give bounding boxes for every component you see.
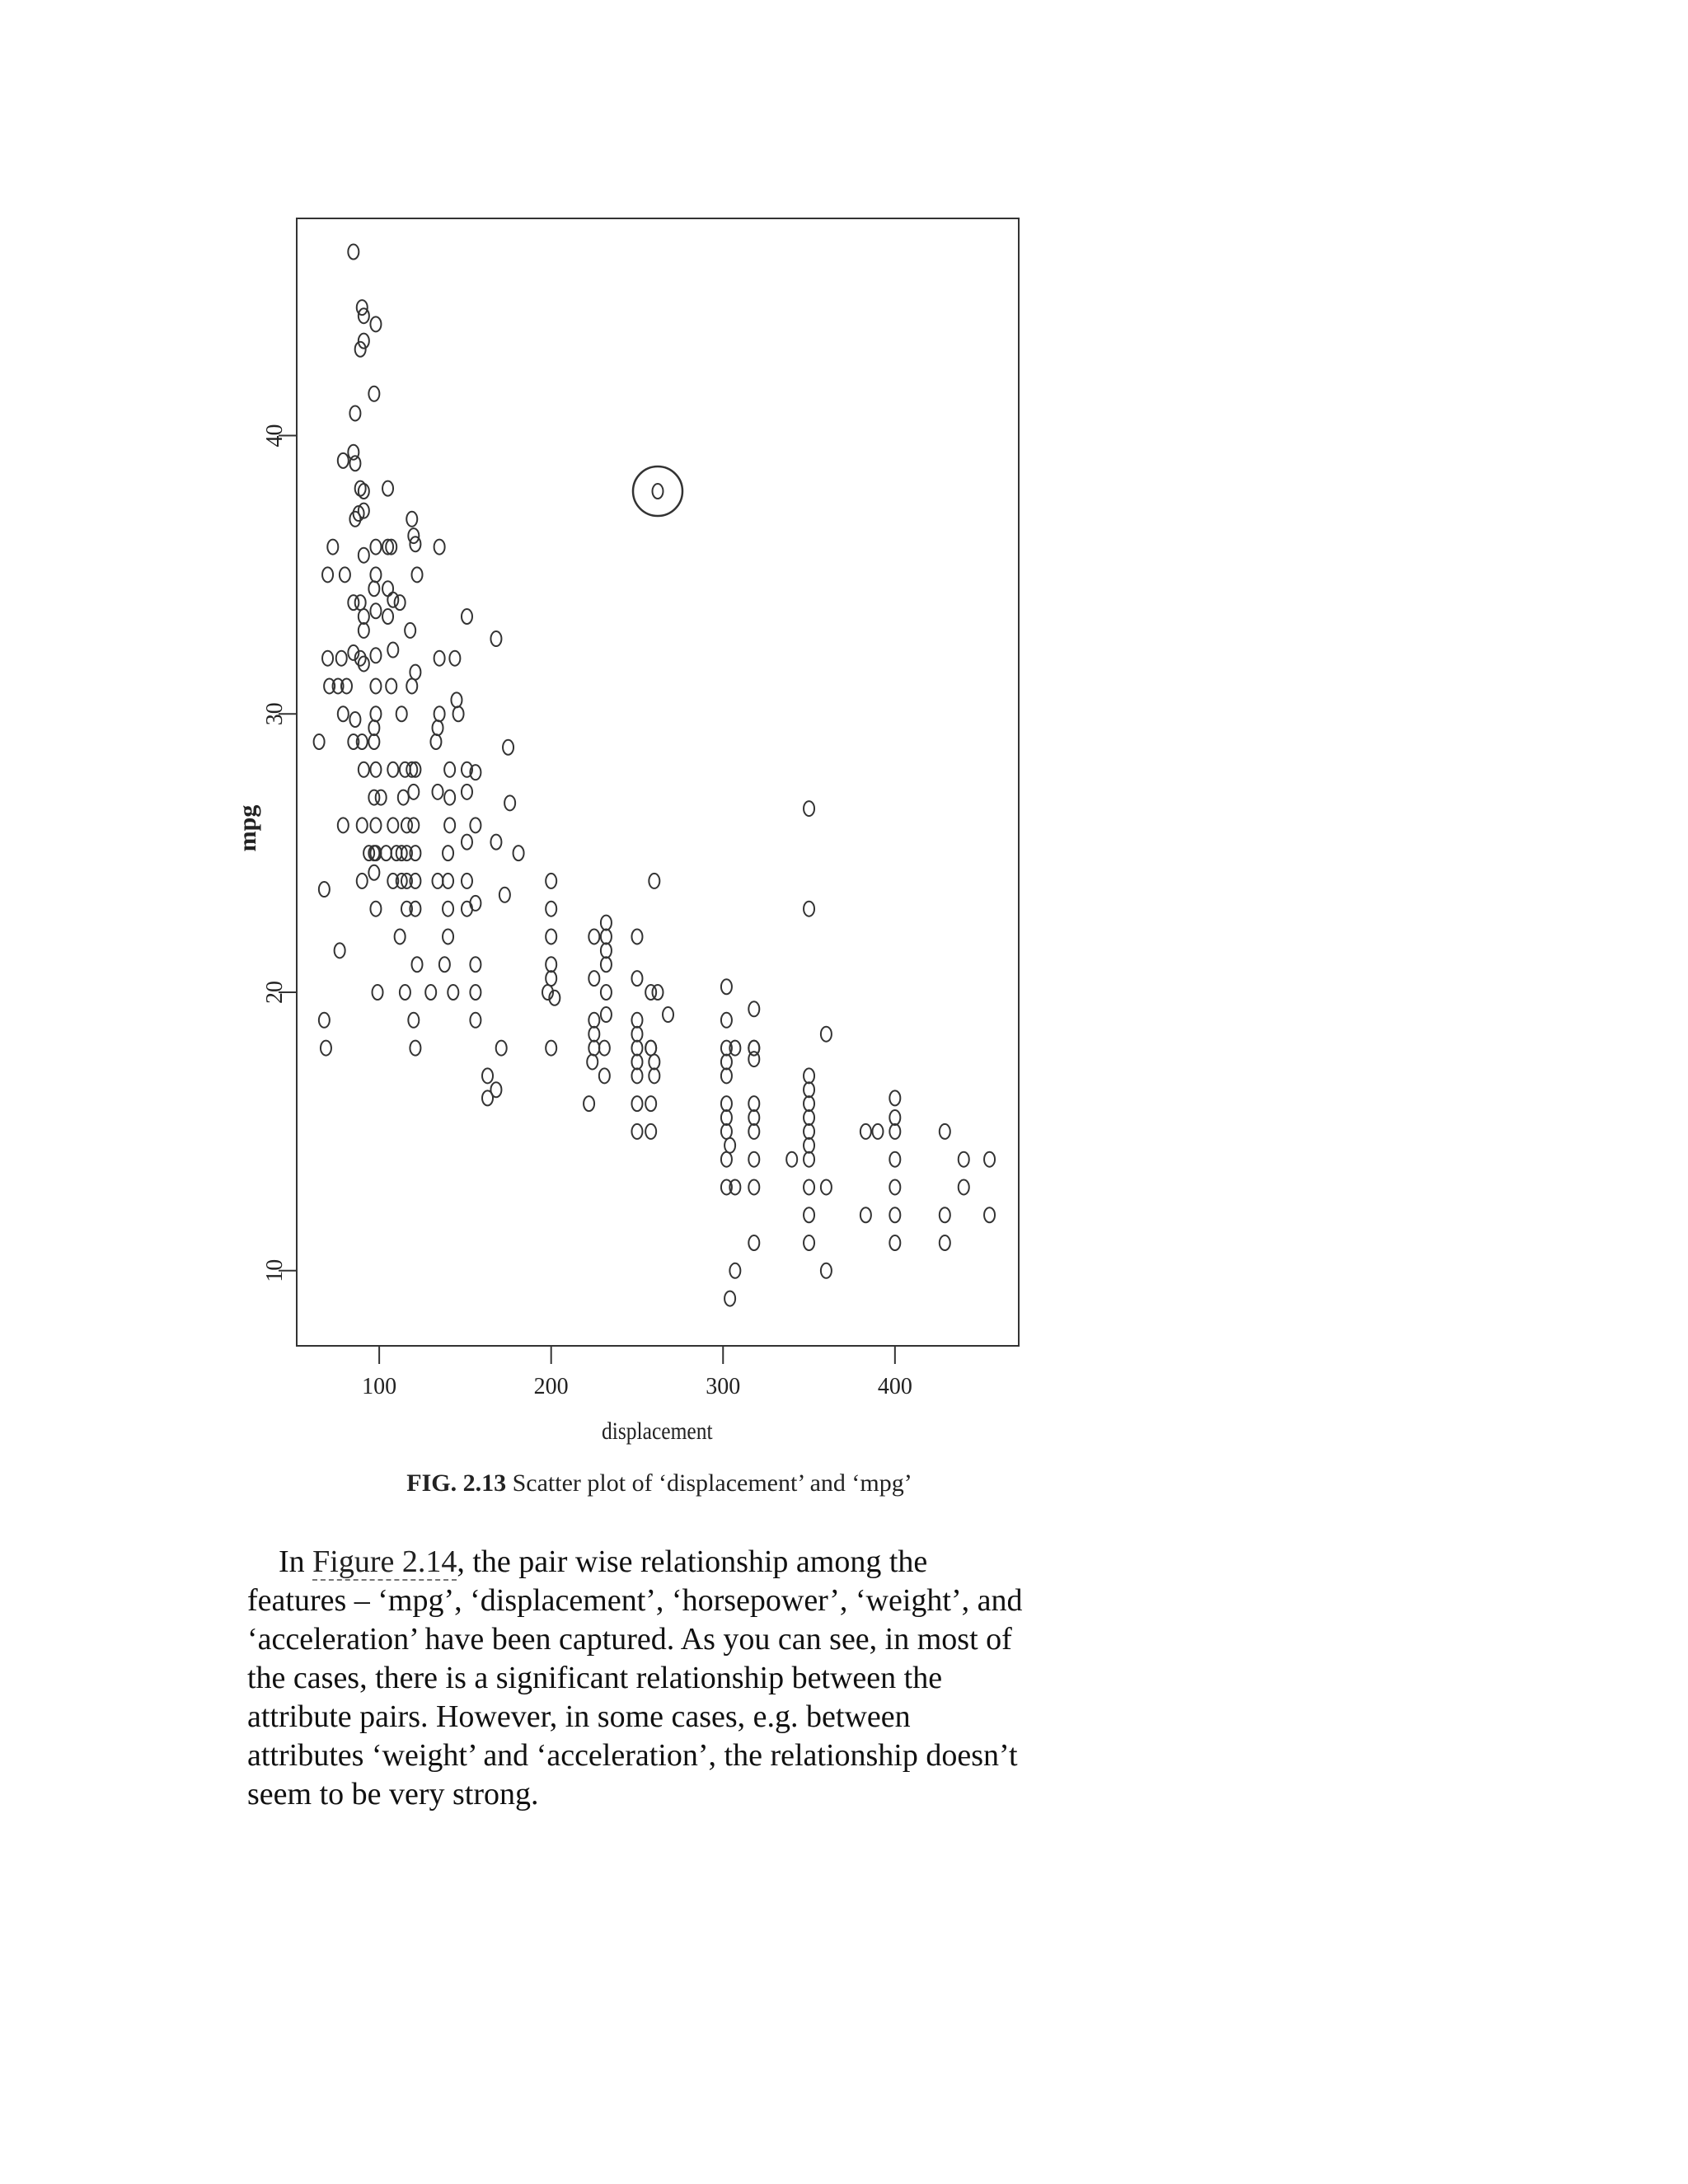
data-point bbox=[546, 874, 556, 888]
data-point bbox=[410, 665, 420, 680]
data-point bbox=[653, 484, 663, 499]
data-point bbox=[984, 1207, 995, 1222]
data-point bbox=[729, 1263, 740, 1278]
data-point bbox=[430, 734, 441, 749]
data-point bbox=[601, 943, 612, 958]
data-point bbox=[804, 1068, 814, 1083]
data-point bbox=[804, 1082, 814, 1097]
data-point bbox=[786, 1152, 797, 1167]
data-point bbox=[804, 902, 814, 916]
data-point bbox=[319, 1013, 330, 1028]
data-point bbox=[408, 785, 419, 799]
data-point bbox=[821, 1263, 832, 1278]
data-point bbox=[338, 818, 349, 832]
data-point bbox=[490, 631, 501, 646]
data-point bbox=[395, 595, 406, 610]
data-point bbox=[322, 651, 333, 666]
data-point bbox=[546, 902, 556, 916]
data-point bbox=[433, 785, 443, 799]
data-point bbox=[382, 481, 393, 496]
figure-caption-text: Scatter plot of ‘displacement’ and ‘mpg’ bbox=[506, 1469, 912, 1497]
data-point bbox=[721, 1013, 732, 1028]
data-point bbox=[462, 609, 472, 624]
data-point bbox=[588, 1013, 599, 1028]
data-point bbox=[405, 623, 415, 638]
data-point bbox=[368, 387, 379, 401]
data-point bbox=[631, 929, 642, 944]
data-point bbox=[821, 1179, 832, 1194]
data-point bbox=[631, 1124, 642, 1139]
data-point bbox=[368, 865, 379, 880]
data-point bbox=[370, 678, 381, 693]
data-point bbox=[462, 874, 472, 888]
data-point bbox=[631, 971, 642, 986]
data-point bbox=[601, 985, 612, 1000]
data-point bbox=[470, 985, 481, 1000]
data-point bbox=[336, 651, 347, 666]
data-point bbox=[470, 896, 481, 911]
data-point bbox=[368, 581, 379, 596]
data-point bbox=[410, 1041, 420, 1056]
data-point bbox=[425, 985, 436, 1000]
data-point bbox=[889, 1110, 900, 1125]
data-point bbox=[601, 929, 612, 944]
data-point bbox=[804, 1124, 814, 1139]
data-point bbox=[349, 712, 360, 727]
data-point bbox=[804, 1138, 814, 1153]
y-tick-label: 10 bbox=[262, 1258, 288, 1282]
body-intro: In bbox=[279, 1544, 313, 1579]
data-point bbox=[599, 1041, 610, 1056]
data-point bbox=[631, 1068, 642, 1083]
data-point bbox=[482, 1068, 493, 1083]
data-point bbox=[889, 1235, 900, 1250]
data-point bbox=[349, 405, 360, 420]
data-point bbox=[804, 1110, 814, 1125]
data-point bbox=[357, 818, 368, 832]
data-point bbox=[821, 1027, 832, 1042]
data-point bbox=[451, 692, 462, 707]
data-point bbox=[319, 882, 330, 897]
data-point bbox=[470, 1013, 481, 1028]
data-point bbox=[355, 595, 366, 610]
data-point bbox=[370, 818, 381, 832]
data-point bbox=[804, 1207, 814, 1222]
data-point bbox=[748, 1179, 759, 1194]
outlier-highlight-circle bbox=[633, 466, 682, 516]
data-point bbox=[370, 540, 381, 555]
data-point bbox=[940, 1235, 950, 1250]
data-point bbox=[408, 1013, 419, 1028]
data-point bbox=[721, 979, 732, 994]
data-point bbox=[601, 1007, 612, 1022]
data-point bbox=[348, 245, 359, 260]
data-point bbox=[395, 929, 406, 944]
data-point bbox=[433, 874, 443, 888]
data-point bbox=[804, 1179, 814, 1194]
data-point bbox=[359, 623, 369, 638]
data-point bbox=[748, 1052, 759, 1066]
data-point bbox=[587, 1054, 598, 1069]
y-tick-label: 40 bbox=[262, 424, 288, 448]
data-point bbox=[462, 835, 472, 850]
data-point bbox=[721, 1152, 732, 1167]
data-point bbox=[588, 929, 599, 944]
data-point bbox=[984, 1152, 995, 1167]
data-point bbox=[546, 957, 556, 972]
data-point bbox=[748, 1124, 759, 1139]
data-point bbox=[382, 609, 393, 624]
data-point bbox=[434, 651, 445, 666]
data-point bbox=[373, 985, 383, 1000]
x-tick-label: 400 bbox=[877, 1374, 912, 1399]
data-point bbox=[748, 1235, 759, 1250]
data-point bbox=[443, 929, 453, 944]
data-point bbox=[338, 453, 349, 468]
data-point bbox=[400, 985, 410, 1000]
data-point bbox=[748, 1110, 759, 1125]
data-point bbox=[721, 1110, 732, 1125]
data-point bbox=[470, 818, 481, 832]
data-point bbox=[889, 1124, 900, 1139]
data-point bbox=[338, 706, 349, 721]
data-point bbox=[443, 902, 453, 916]
data-point bbox=[443, 846, 453, 860]
x-tick-label: 100 bbox=[362, 1374, 397, 1399]
figure-label: FIG. 2.13 bbox=[406, 1469, 507, 1497]
data-point bbox=[406, 678, 417, 693]
data-point bbox=[359, 484, 369, 499]
data-point bbox=[382, 581, 393, 596]
figure-link[interactable]: Figure 2.14 bbox=[312, 1544, 457, 1579]
data-point bbox=[724, 1291, 735, 1306]
data-point bbox=[412, 957, 423, 972]
data-point bbox=[370, 648, 381, 663]
data-point bbox=[387, 643, 398, 658]
data-point bbox=[496, 1041, 507, 1056]
data-point bbox=[381, 846, 392, 860]
data-point bbox=[448, 985, 458, 1000]
data-point bbox=[599, 1068, 610, 1083]
data-point bbox=[444, 790, 455, 805]
y-tick-label: 20 bbox=[262, 981, 288, 1005]
data-point bbox=[499, 888, 510, 902]
data-point bbox=[398, 790, 409, 805]
x-axis-label: displacement bbox=[602, 1418, 713, 1446]
data-point bbox=[649, 1054, 659, 1069]
data-point bbox=[359, 548, 369, 563]
data-point bbox=[601, 916, 612, 930]
data-point bbox=[645, 1096, 656, 1111]
data-point bbox=[340, 567, 350, 582]
data-point bbox=[387, 818, 398, 832]
data-point bbox=[370, 603, 381, 618]
data-point bbox=[748, 1096, 759, 1111]
data-point bbox=[449, 651, 460, 666]
data-point bbox=[588, 971, 599, 986]
data-point bbox=[349, 456, 360, 471]
data-point bbox=[724, 1138, 735, 1153]
data-point bbox=[546, 971, 556, 986]
data-point bbox=[359, 308, 369, 323]
data-point bbox=[804, 1235, 814, 1250]
data-point bbox=[370, 762, 381, 777]
data-point bbox=[645, 1041, 656, 1056]
data-point bbox=[631, 1027, 642, 1042]
data-point bbox=[368, 734, 379, 749]
data-point bbox=[940, 1207, 950, 1222]
data-point bbox=[584, 1096, 594, 1111]
data-point bbox=[412, 567, 423, 582]
body-rest: , the pair wise relationship among the features – ‘mpg’, ‘displacement’, ‘horsepower’, ‘weight’, and ‘acceleration’ have been captured. As you can see, in most of the cases, there is a significant relationship between the attribute pairs. However, in some cases, e.g. between attributes ‘weight’ and ‘acceleration’, the relationship doesn’t seem to be very strong. bbox=[247, 1544, 1023, 1811]
data-point bbox=[444, 762, 455, 777]
data-point bbox=[631, 1041, 642, 1056]
data-point bbox=[443, 874, 453, 888]
x-tick-label: 300 bbox=[706, 1374, 741, 1399]
figure-caption bbox=[0, 1469, 1319, 1497]
data-point bbox=[387, 762, 398, 777]
data-point bbox=[490, 835, 501, 850]
data-point bbox=[434, 706, 445, 721]
data-point bbox=[959, 1179, 969, 1194]
data-point bbox=[355, 342, 366, 357]
plot-frame bbox=[297, 218, 1019, 1346]
data-point bbox=[368, 720, 379, 735]
data-point bbox=[889, 1152, 900, 1167]
data-point bbox=[504, 795, 515, 810]
data-point bbox=[470, 957, 481, 972]
data-point bbox=[406, 512, 417, 527]
data-point bbox=[335, 943, 345, 958]
y-tick-label: 30 bbox=[262, 702, 288, 726]
data-point bbox=[601, 957, 612, 972]
data-point bbox=[649, 1068, 659, 1083]
data-point bbox=[444, 818, 455, 832]
data-point bbox=[631, 1096, 642, 1111]
y-axis-label: mpg bbox=[234, 804, 261, 852]
data-point bbox=[631, 1013, 642, 1028]
data-point bbox=[645, 1124, 656, 1139]
data-point bbox=[649, 874, 659, 888]
data-point bbox=[860, 1207, 871, 1222]
data-point bbox=[721, 1054, 732, 1069]
data-point bbox=[721, 1096, 732, 1111]
data-point bbox=[370, 706, 381, 721]
data-point bbox=[546, 1041, 556, 1056]
data-point bbox=[321, 1041, 331, 1056]
data-point bbox=[462, 785, 472, 799]
data-point bbox=[386, 678, 396, 693]
data-point bbox=[410, 537, 420, 551]
data-point bbox=[631, 1054, 642, 1069]
data-points bbox=[314, 245, 995, 1306]
data-point bbox=[357, 874, 368, 888]
data-point bbox=[408, 818, 419, 832]
data-point bbox=[653, 985, 663, 1000]
data-point bbox=[889, 1207, 900, 1222]
data-point bbox=[940, 1124, 950, 1139]
data-point bbox=[359, 334, 369, 349]
data-point bbox=[804, 1096, 814, 1111]
data-point bbox=[889, 1090, 900, 1105]
data-point bbox=[959, 1152, 969, 1167]
data-point bbox=[359, 609, 369, 624]
data-point bbox=[453, 706, 464, 721]
data-point bbox=[370, 902, 381, 916]
data-point bbox=[370, 316, 381, 331]
data-point bbox=[503, 740, 513, 755]
data-point bbox=[546, 929, 556, 944]
data-point bbox=[721, 1068, 732, 1083]
data-point bbox=[439, 957, 450, 972]
data-point bbox=[376, 790, 387, 805]
data-point bbox=[748, 1001, 759, 1016]
data-point bbox=[359, 762, 369, 777]
data-point bbox=[396, 706, 407, 721]
data-point bbox=[387, 593, 398, 607]
data-point bbox=[327, 540, 338, 555]
data-point bbox=[872, 1124, 883, 1139]
data-point bbox=[804, 801, 814, 816]
data-point bbox=[434, 540, 445, 555]
data-point bbox=[889, 1179, 900, 1194]
data-point bbox=[721, 1124, 732, 1139]
data-point bbox=[588, 1041, 599, 1056]
data-point bbox=[433, 720, 443, 735]
data-point bbox=[663, 1007, 673, 1022]
body-paragraph bbox=[247, 1543, 1030, 1814]
data-point bbox=[314, 734, 325, 749]
data-point bbox=[588, 1027, 599, 1042]
data-point bbox=[322, 567, 333, 582]
x-tick-label: 200 bbox=[533, 1374, 569, 1399]
data-point bbox=[513, 846, 524, 860]
data-point bbox=[860, 1124, 871, 1139]
data-point bbox=[748, 1152, 759, 1167]
data-point bbox=[804, 1152, 814, 1167]
data-point bbox=[370, 567, 381, 582]
data-point bbox=[482, 1090, 493, 1105]
